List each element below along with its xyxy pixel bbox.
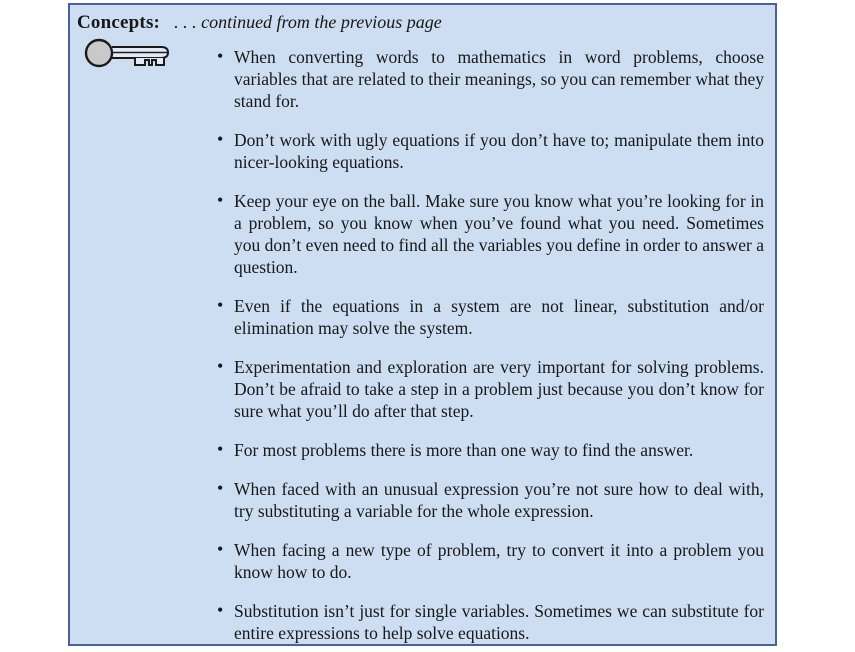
concept-text: Don’t work with ugly equations if you don’t have to; manipulate them into nicer-looking equations.	[234, 130, 764, 172]
concept-item	[217, 539, 764, 583]
concepts-box	[68, 3, 777, 646]
bullet-icon: •	[217, 129, 224, 149]
concept-text: When converting words to mathematics in word problems, choose variables that are related to their meanings, so you can remember what they stand for.	[234, 47, 764, 111]
concepts-header	[77, 12, 442, 34]
bullet-icon: •	[217, 46, 224, 66]
concept-text: Even if the equations in a system are not linear, substitution and/or elimination may solve the system.	[234, 296, 764, 338]
concept-text: Keep your eye on the ball. Make sure you know what you’re looking for in a problem, so you know when you’ve found what you need. Sometimes you don’t even need to find all the variables you define in order to answer a question.	[234, 191, 764, 277]
concept-item	[217, 129, 764, 173]
concept-text: When faced with an unusual expression you’re not sure how to deal with, try substituting a variable for the whole expression.	[234, 479, 764, 521]
bullet-icon: •	[217, 439, 224, 459]
concept-item	[217, 356, 764, 422]
concept-text: Experimentation and exploration are very important for solving problems. Don’t be afraid to take a step in a problem just because you don’t know for sure what you’ll do after that step.	[234, 357, 764, 421]
bullet-icon: •	[217, 295, 224, 315]
bullet-icon: •	[217, 478, 224, 498]
concepts-label: Concepts:	[77, 12, 161, 33]
concept-text: For most problems there is more than one way to find the answer.	[234, 440, 694, 460]
concept-text: Substitution isn’t just for single variables. Sometimes we can substitute for entire expressions to help solve equations.	[234, 601, 764, 643]
bullet-icon: •	[217, 356, 224, 376]
concept-item	[217, 46, 764, 112]
concept-item	[217, 478, 764, 522]
continued-note: . . . continued from the previous page	[174, 12, 442, 32]
bullet-icon: •	[217, 539, 224, 559]
key-icon	[82, 34, 172, 76]
concept-item	[217, 190, 764, 278]
concepts-list	[217, 46, 764, 644]
concept-text: When facing a new type of problem, try to convert it into a problem you know how to do.	[234, 540, 764, 582]
concept-item	[217, 295, 764, 339]
bullet-icon: •	[217, 600, 224, 620]
concept-item	[217, 600, 764, 644]
concept-item	[217, 439, 764, 461]
bullet-icon: •	[217, 190, 224, 210]
